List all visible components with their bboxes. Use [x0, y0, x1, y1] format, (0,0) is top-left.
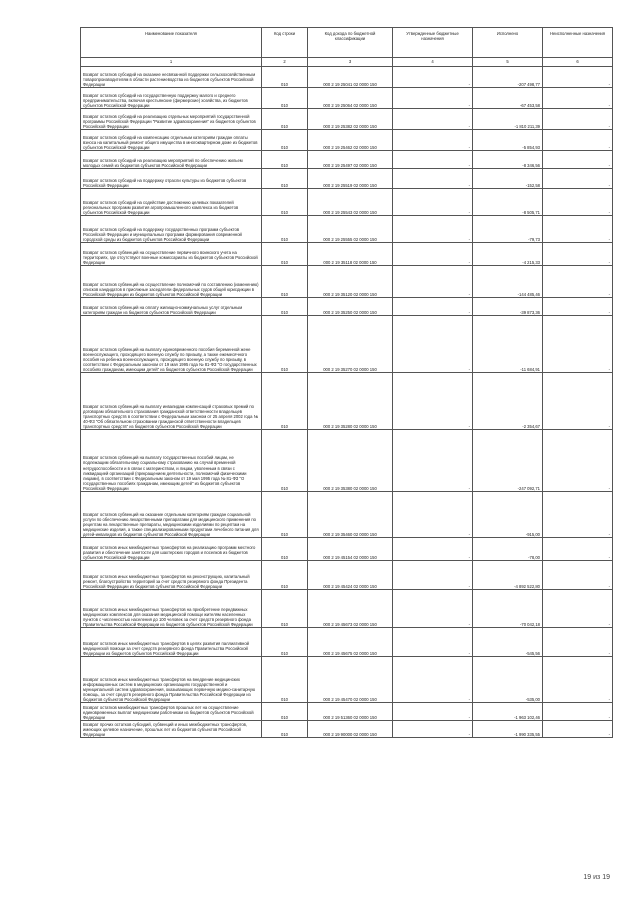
row-income-code: 000 2 19 35118 02 0000 150 [308, 243, 393, 266]
row-unexecuted: - [543, 703, 613, 721]
row-unexecuted: - [543, 151, 613, 169]
row-line-code: 010 [262, 430, 308, 492]
table-row [81, 492, 613, 538]
row-unexecuted: - [543, 628, 613, 657]
row-approved: - [393, 266, 473, 298]
column-number: 2 [262, 58, 308, 67]
row-approved: - [393, 316, 473, 373]
row-approved: - [393, 590, 473, 628]
row-line-code: 010 [262, 130, 308, 151]
table-row [81, 561, 613, 590]
row-approved: - [393, 373, 473, 430]
row-executed: -5 854,93 [473, 130, 543, 151]
row-line-code: 010 [262, 88, 308, 109]
row-income-code: 000 2 19 25462 02 0000 150 [308, 130, 393, 151]
row-name: Возврат остатков субвенций на выплату государственных пособий лицам, не подлежащим обязательному социальному страхованию на случай временной нетрудоспособности и в связи с материнством, и лицам, уволенным в связи с ликвидацией организаций (прекращением деятельности, полномочий физическими лицами), в соответствии с Федеральным законом от 19 мая 1995 года № 81-ФЗ "О государственных пособиях гражданам, имеющим детей" из бюджетов субъектов Российской Федерации [81, 430, 262, 492]
row-unexecuted: - [543, 561, 613, 590]
row-approved: - [393, 130, 473, 151]
row-executed: -152,58 [473, 169, 543, 189]
row-executed: -11 684,91 [473, 316, 543, 373]
table-row [81, 373, 613, 430]
row-name: Возврат остатков иных межбюджетных трансфертов на реализацию программ местного развития и обеспечение занятости для шахтерских городов и поселков из бюджетов субъектов Российской Федерации [81, 538, 262, 561]
table-row [81, 703, 613, 721]
row-executed: -1 810 211,39 [473, 109, 543, 130]
row-executed: -545,56 [473, 628, 543, 657]
row-executed: -247 092,71 [473, 430, 543, 492]
row-line-code: 010 [262, 151, 308, 169]
row-unexecuted: - [543, 243, 613, 266]
table-row [81, 67, 613, 88]
row-line-code: 010 [262, 721, 308, 738]
row-name: Возврат остатков иных межбюджетных трансфертов на внедрение медицинских информационных систем в медицинских организациях государственной и муниципальной систем здравоохранения, оказывающих первичную медико-санитарную помощь, за счет средств резервного фонда Правительства Российской Федерации из бюджетов субъектов Российской Федерации [81, 657, 262, 703]
row-executed: -207 498,77 [473, 67, 543, 88]
header-income-code: Код дохода по бюджетной классификации [308, 28, 393, 58]
row-approved: - [393, 151, 473, 169]
row-unexecuted: - [543, 538, 613, 561]
row-line-code: 010 [262, 316, 308, 373]
row-name: Возврат остатков субвенций на осуществление первичного воинского учета на территориях, где отсутствуют военные комиссариаты из бюджетов субъектов Российской Федерации [81, 243, 262, 266]
row-line-code: 010 [262, 561, 308, 590]
column-number: 5 [473, 58, 543, 67]
row-name: Возврат остатков субсидий на содействие достижению целевых показателей региональных программ развития агропромышленного комплекса из бюджетов субъектов Российской Федерации [81, 189, 262, 216]
row-line-code: 010 [262, 169, 308, 189]
row-name: Возврат остатков иных межбюджетных трансфертов на приобретение передвижных медицинских комплексов для оказания медицинской помощи жителям населенных пунктов с численностью населения до 100 человек за счет средств резервного фонда Правительства Российской Федерации из бюджетов субъектов Российской Федерации [81, 590, 262, 628]
row-income-code: 000 2 19 25382 02 0000 150 [308, 109, 393, 130]
row-name: Возврат прочих остатков субсидий, субвенций и иных межбюджетных трансфертов, имеющих целевое назначение, прошлых лет из бюджетов субъектов Российской Федерации [81, 721, 262, 738]
row-name: Возврат остатков иных межбюджетных трансфертов в целях развития паллиативной медицинской помощи за счет средств резервного фонда Правительства Российской Федерации из бюджетов субъектов Российской Федерации [81, 628, 262, 657]
row-unexecuted: - [543, 130, 613, 151]
header-line-code: Код строки [262, 28, 308, 58]
row-line-code: 010 [262, 538, 308, 561]
table-row [81, 628, 613, 657]
row-unexecuted: - [543, 189, 613, 216]
row-approved: - [393, 67, 473, 88]
report-table [80, 27, 613, 738]
table-row [81, 216, 613, 243]
table-row [81, 298, 613, 316]
table-row [81, 243, 613, 266]
column-number: 4 [393, 58, 473, 67]
row-income-code: 000 2 19 35380 02 0000 150 [308, 430, 393, 492]
row-approved: - [393, 492, 473, 538]
row-approved: - [393, 169, 473, 189]
row-name: Возврат остатков субвенций на оказание отдельным категориям граждан социальной услуги по обеспечению лекарственными препаратами для медицинского применения по рецептам на лекарственные препараты, медицинскими изделиями по рецептам на медицинские изделия, а также специализированными продуктами лечебного питания для детей-инвалидов из бюджетов субъектов Российской Федерации [81, 492, 262, 538]
row-income-code: 000 2 19 45470 02 0000 150 [308, 657, 393, 703]
row-income-code: 000 2 19 45424 02 0000 150 [308, 561, 393, 590]
row-unexecuted: - [543, 373, 613, 430]
row-unexecuted: - [543, 169, 613, 189]
row-name: Возврат остатков субсидий на поддержку государственных программ субъектов Российской Федерации и муниципальных программ формирования современной городской среды из бюджетов субъектов Российской Федерации [81, 216, 262, 243]
row-approved: - [393, 88, 473, 109]
row-line-code: 010 [262, 67, 308, 88]
row-income-code: 000 2 19 51360 02 0000 150 [308, 703, 393, 721]
row-name: Возврат остатков субсидий на государственную поддержку малого и среднего предпринимательства, включая крестьянские (фермерские) хозяйства, из бюджетов субъектов Российской Федерации [81, 88, 262, 109]
row-name: Возврат остатков иных межбюджетных трансфертов на реконструкцию, капитальный ремонт, благоустройство территорий за счет средств резервного фонда Президента Российской Федерации из бюджетов субъектов Российской Федерации [81, 561, 262, 590]
table-row [81, 169, 613, 189]
row-name: Возврат остатков субсидий на оказание несвязанной поддержки сельскохозяйственным товаропроизводителям в области растениеводства из бюджетов субъектов Российской Федерации [81, 67, 262, 88]
row-line-code: 010 [262, 590, 308, 628]
table-row [81, 538, 613, 561]
row-unexecuted: - [543, 492, 613, 538]
row-executed: -915,00 [473, 492, 543, 538]
row-name: Возврат остатков субсидий на реализацию отдельных мероприятий государственной программы Российской Федерации "Развитие здравоохранения" из бюджетов субъектов Российской Федерации [81, 109, 262, 130]
row-executed: -39 873,36 [473, 298, 543, 316]
row-line-code: 010 [262, 266, 308, 298]
row-executed: -4 892 522,80 [473, 561, 543, 590]
row-name: Возврат остатков субвенций на выплату инвалидам компенсаций страховых премий по договорам обязательного страхования гражданской ответственности владельцев транспортных средств в соответствии с Федеральным законом от 25 апреля 2002 года № 40-ФЗ "Об обязательном страховании гражданской ответственности владельцев транспортных средств" из бюджетов субъектов Российской Федерации [81, 373, 262, 430]
header-approved: Утвержденные бюджетные назначения [393, 28, 473, 58]
row-name: Возврат остатков субсидий на компенсацию отдельным категориям граждан оплаты взноса на капитальный ремонт общего имущества в многоквартирном доме из бюджетов субъектов Российской Федерации [81, 130, 262, 151]
table-row [81, 109, 613, 130]
row-approved: - [393, 243, 473, 266]
header-unexecuted: Неисполненные назначения [543, 28, 613, 58]
row-executed: -79,73 [473, 216, 543, 243]
row-income-code: 000 2 19 45673 02 0000 150 [308, 590, 393, 628]
row-executed: -535,00 [473, 657, 543, 703]
row-line-code: 010 [262, 657, 308, 703]
row-approved: - [393, 628, 473, 657]
row-unexecuted: - [543, 657, 613, 703]
table-header-row [81, 28, 613, 58]
row-approved: - [393, 298, 473, 316]
table-row [81, 316, 613, 373]
row-unexecuted: - [543, 88, 613, 109]
row-executed: -1 963 102,46 [473, 703, 543, 721]
table-row [81, 151, 613, 169]
row-executed: -1 990 335,55 [473, 721, 543, 738]
row-executed: -8 505,71 [473, 189, 543, 216]
table-row [81, 721, 613, 738]
row-name: Возврат остатков субвенций на оплату жилищно-коммунальных услуг отдельным категориям граждан из бюджетов субъектов Российской Федерации [81, 298, 262, 316]
row-approved: - [393, 703, 473, 721]
table-row [81, 590, 613, 628]
row-unexecuted: - [543, 721, 613, 738]
table-row [81, 88, 613, 109]
row-approved: - [393, 561, 473, 590]
row-approved: - [393, 109, 473, 130]
header-name: Наименование показателя [81, 28, 262, 58]
row-income-code: 000 2 19 25555 02 0000 150 [308, 216, 393, 243]
row-income-code: 000 2 19 25519 02 0000 150 [308, 169, 393, 189]
row-income-code: 000 2 19 35270 02 0000 150 [308, 316, 393, 373]
row-approved: - [393, 216, 473, 243]
row-unexecuted: - [543, 430, 613, 492]
row-line-code: 010 [262, 109, 308, 130]
row-executed: -67 453,58 [473, 88, 543, 109]
row-line-code: 010 [262, 628, 308, 657]
row-executed: -8 346,56 [473, 151, 543, 169]
row-line-code: 010 [262, 189, 308, 216]
row-approved: - [393, 189, 473, 216]
row-approved: - [393, 721, 473, 738]
row-line-code: 010 [262, 373, 308, 430]
row-unexecuted: - [543, 266, 613, 298]
row-income-code: 000 2 19 35120 02 0000 150 [308, 266, 393, 298]
row-line-code: 010 [262, 703, 308, 721]
row-executed: -70 042,18 [473, 590, 543, 628]
table-row [81, 266, 613, 298]
row-unexecuted: - [543, 316, 613, 373]
row-name: Возврат остатков субвенций на выплату единовременного пособия беременной жене военнослужащего, проходящего военную службу по призыву, а также ежемесячного пособия на ребенка военнослужащего, проходящего военную службу по призыву, в соответствии с Федеральным законом от 19 мая 1995 года № 81-ФЗ "О государственных пособиях гражданам, имеющим детей" из бюджетов субъектов Российской Федерации [81, 316, 262, 373]
row-unexecuted: - [543, 590, 613, 628]
row-approved: - [393, 430, 473, 492]
row-executed: -78,00 [473, 538, 543, 561]
row-income-code: 000 2 19 25497 02 0000 150 [308, 151, 393, 169]
row-income-code: 000 2 19 35460 02 0000 150 [308, 492, 393, 538]
row-unexecuted: - [543, 109, 613, 130]
row-executed: -4 215,33 [473, 243, 543, 266]
row-income-code: 000 2 19 25041 02 0000 150 [308, 67, 393, 88]
row-name: Возврат остатков субсидий на реализацию мероприятий по обеспечению жильем молодых семей из бюджетов субъектов Российской Федерации [81, 151, 262, 169]
row-income-code: 000 2 19 45675 02 0000 150 [308, 628, 393, 657]
row-executed: -2 354,67 [473, 373, 543, 430]
row-income-code: 000 2 19 35250 02 0000 150 [308, 298, 393, 316]
table-row [81, 189, 613, 216]
row-name: Возврат остатков субсидий на поддержку отрасли культуры из бюджетов субъектов Российской Федерации [81, 169, 262, 189]
row-income-code: 000 2 19 25064 02 0000 150 [308, 88, 393, 109]
table-body [81, 67, 613, 738]
row-income-code: 000 2 19 25543 02 0000 150 [308, 189, 393, 216]
row-unexecuted: - [543, 298, 613, 316]
row-executed: -144 485,46 [473, 266, 543, 298]
row-line-code: 010 [262, 216, 308, 243]
row-line-code: 010 [262, 492, 308, 538]
table-row [81, 657, 613, 703]
row-name: Возврат остатков межбюджетных трансфертов прошлых лет на осуществление единовременных выплат медицинским работникам из бюджетов субъектов Российской Федерации [81, 703, 262, 721]
table-row [81, 430, 613, 492]
header-executed: Исполнено [473, 28, 543, 58]
row-line-code: 010 [262, 243, 308, 266]
row-name: Возврат остатков субвенций на осуществление полномочий по составлению (изменению) списков кандидатов в присяжные заседатели федеральных судов общей юрисдикции в Российской Федерации из бюджетов субъектов Российской Федерации [81, 266, 262, 298]
table-row [81, 130, 613, 151]
row-income-code: 000 2 19 90000 02 0000 150 [308, 721, 393, 738]
row-approved: - [393, 657, 473, 703]
row-unexecuted: - [543, 67, 613, 88]
column-number: 6 [543, 58, 613, 67]
column-number-row [81, 58, 613, 67]
row-income-code: 000 2 19 35280 02 0000 150 [308, 373, 393, 430]
column-number: 1 [81, 58, 262, 67]
row-income-code: 000 2 19 45154 02 0000 150 [308, 538, 393, 561]
row-unexecuted: - [543, 216, 613, 243]
column-number: 3 [308, 58, 393, 67]
row-line-code: 010 [262, 298, 308, 316]
row-approved: - [393, 538, 473, 561]
page-number: 19 из 19 [583, 874, 610, 881]
